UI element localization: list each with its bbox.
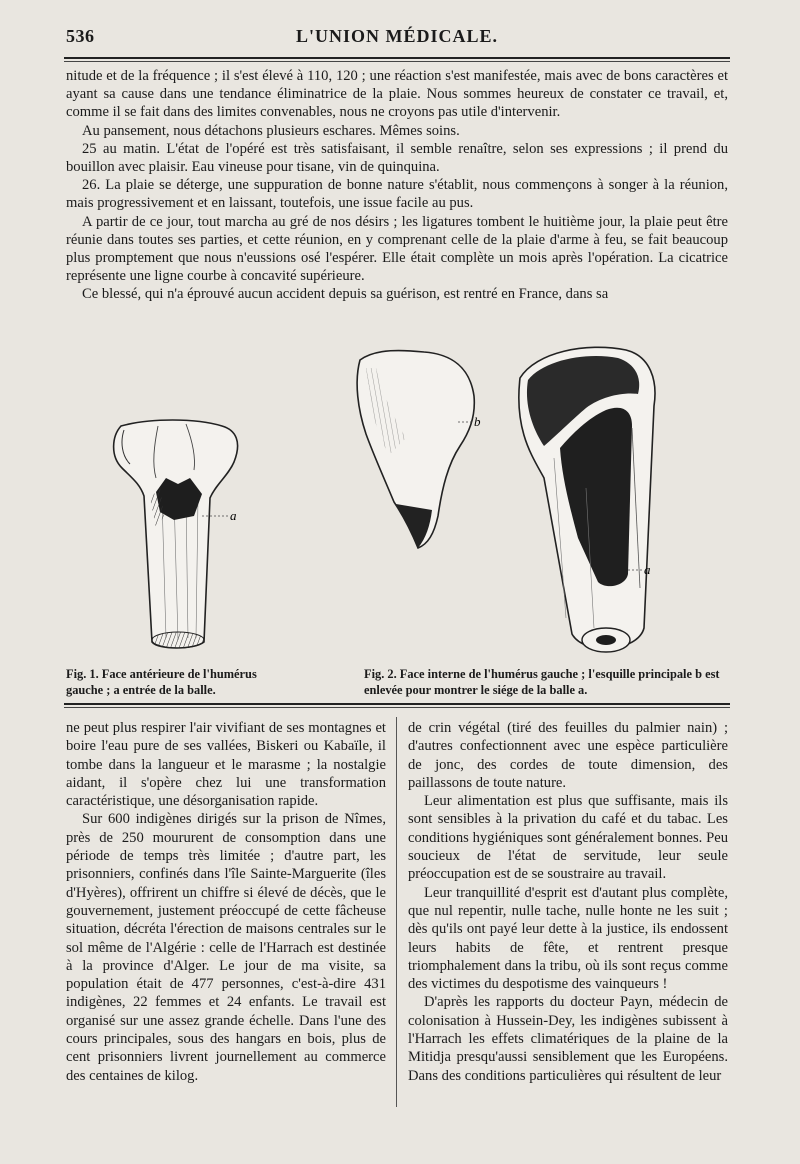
figure-1-caption: Fig. 1. Face antérieure de l'humérus gauche ; a entrée de la balle. — [66, 667, 257, 697]
column-divider — [396, 717, 397, 1107]
figure-1-humerus-anterior — [114, 420, 238, 648]
figure-2-humerus-interior — [519, 347, 655, 652]
figure-area — [66, 338, 728, 698]
paragraph: de crin végétal (tiré des feuilles du palmier nain) ; d'autres confectionnent avec une espèce particulière de jonc, des cordes de toute dimension, des paillassons de toute nature. — [408, 720, 728, 791]
header-rule — [64, 57, 730, 59]
journal-title: L'UNION MÉDICALE. — [295, 26, 499, 46]
paragraph: D'après les rapports du docteur Payn, médecin de colonisation à Hussein-Dey, les indigènes subissent à l'Harrach les effets climatériques de la plaine de la Mitidja presqu'aussi sensiblement que les Européens. Dans des conditions particulières qui résultent de leur — [408, 994, 728, 1084]
running-head — [66, 26, 728, 52]
section-rule — [64, 703, 730, 705]
humerus-engravings — [66, 338, 728, 664]
paragraph: ne peut plus respirer l'air vivifiant de ses montagnes et boire l'eau pure de ses vallées, Biskeri ou Kabaïle, il tombe dans la langueur et le marasme ; la nostalgie aidant, il s'opère chez lui une transformation caractéristique, une désorganisation rapide. — [66, 720, 386, 810]
figure-1-label-a: a — [230, 508, 237, 523]
top-text-block — [66, 67, 728, 304]
paragraph: Leur tranquillité d'esprit est d'autant plus complète, que nul repentir, nulle tache, nulle honte ne les suit ; dès qu'ils ont payé leur dette à la justice, ils endossent leurs habits de fête, et rentrent presque triomphalement dans la tribu, où ils sont reçus comme des victimes du despotisme des vainqueurs ! — [408, 884, 728, 993]
page-number: 536 — [66, 26, 95, 46]
paragraph: 25 au matin. L'état de l'opéré est très satisfaisant, il semble renaître, selon ses expressions ; il prend du bouillon avec plaisir. Eau vineuse pour tisane, vin de quinquina. — [66, 140, 728, 176]
paragraph: Leur alimentation est plus que suffisante, mais ils sont sensibles à la privation du café et du tabac. Les conditions hygiéniques sont généralement bonnes. Peu soucieux de l'état de servitude, leur seule préoccupation est de se soustraire au travail. — [408, 793, 728, 883]
figure-2-label-a: a — [644, 562, 651, 577]
right-column — [408, 719, 728, 1085]
paragraph: Sur 600 indigènes dirigés sur la prison de Nîmes, près de 250 moururent de consomption dans une période de temps très limitée ; d'autre part, les prisonniers, confinés dans l'île Sainte-Marguerite (îles d'Hyères), offrirent un chiffre si élevé de décès, que le gouvernement, justement préoccupé de cette fâcheuse situation, décréta l'érection de maisons centrales sur le sol même de l'Algérie : celle de l'Harrach est destinée à la province d'Alger. Le jour de ma visite, sa population était de 477 personnes, c'est-à-dire 431 indigènes, 22 femmes et 24 enfants. Le travail est organisé sur une assez grande échelle. Dans l'une des cours principales, sous des hangars en bois, plus de cent prisonniers livrent journellement au commerce des centaines de kilog. — [66, 811, 386, 1084]
figure-2-bone-fragment — [357, 350, 481, 548]
left-column — [66, 719, 386, 1085]
section-rule-thin — [64, 707, 730, 708]
paragraph: Au pansement, nous détachons plusieurs eschares. Mêmes soins. — [82, 122, 460, 139]
header-rule-thin — [64, 61, 730, 62]
paragraph: nitude et de la fréquence ; il s'est élevé à 110, 120 ; une réaction s'est manifestée, mais avec de bons caractères et ayant sa cause dans une tendance éliminatrice de la plaie. Nous sommes heureux de constater ce travail, et, comme il se fait dans des limites convenables, nous ne croyons pas utile d'intervenir. — [66, 68, 728, 121]
figure-2-label-b: b — [474, 414, 481, 429]
paragraph: A partir de ce jour, tout marcha au gré de nos désirs ; les ligatures tombent le huitième jour, la plaie peut être réunie dans toutes ses parties, et cette réunion, en y comprenant celle de la plaie d'arme à feu, se fait beaucoup plus promptement que nous n'eussions osé l'espérer. Elle était complète un mois après l'opération. La cicatrice représente une ligne courbe à concavité supérieure. — [66, 213, 728, 285]
paragraph: 26. La plaie se déterge, une suppuration de bonne nature s'établit, nous commençons à songer à la réunion, mais progressivement et en laissant, toutefois, une issue facile au pus. — [66, 177, 728, 212]
figure-2-caption: Fig. 2. Face interne de l'humérus gauche ; l'esquille principale b est enlevée pour montrer le siége de la balle a. — [364, 667, 720, 697]
paragraph: Ce blessé, qui n'a éprouvé aucun accident depuis sa guérison, est rentré en France, dans sa — [82, 286, 609, 303]
